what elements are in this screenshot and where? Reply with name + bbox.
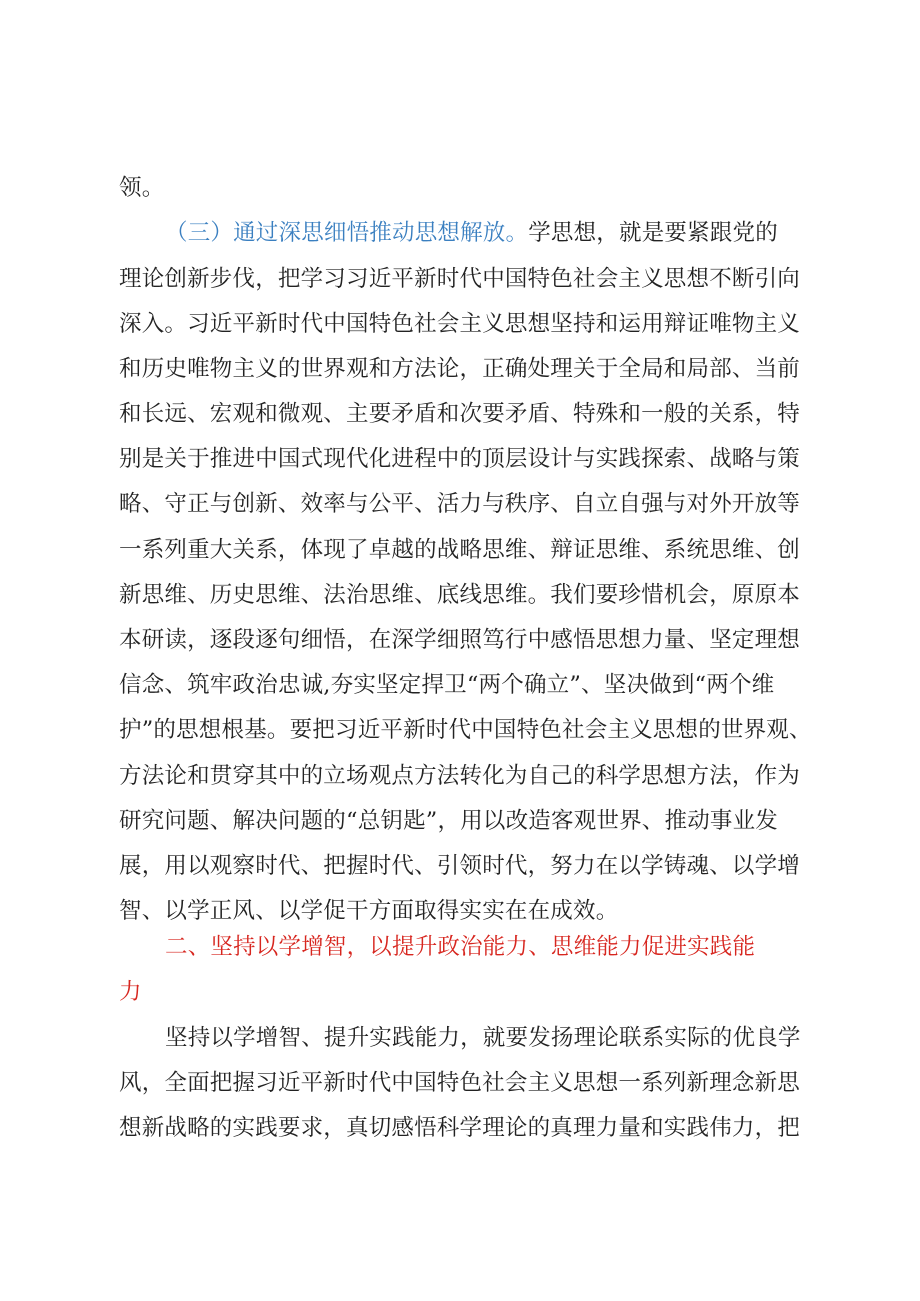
paragraph-start xyxy=(165,213,865,253)
text-span: 风，全面把握习近平新时代中国特色社会主义思想一系列新理念新思 xyxy=(119,1070,801,1096)
text-line xyxy=(119,756,819,796)
text-span: 研究问题、解决问题的“总钥匙”，用以改造客观世界、推动事业发 xyxy=(119,808,779,834)
text-line xyxy=(119,891,819,931)
text-span: 智、以学正风、以学促干方面取得实实在在成效。 xyxy=(119,898,619,924)
text-line xyxy=(119,846,819,886)
text-span: 和历史唯物主义的世界观和方法论，正确处理关于全局和局部、当前 xyxy=(119,356,801,382)
text-span: 学思想，就是要紧跟党的 xyxy=(528,220,778,246)
text-line xyxy=(119,349,819,389)
text-line xyxy=(119,1108,819,1148)
text-line xyxy=(119,665,819,705)
text-line xyxy=(119,439,819,479)
text-span: 新思维、历史思维、法治思维、底线思维。我们要珍惜机会，原原本 xyxy=(119,582,801,608)
text-line xyxy=(119,259,819,299)
text-span: 一系列重大关系，体现了卓越的战略思维、辩证思维、系统思维、创 xyxy=(119,537,801,563)
text-span: 坚持以学增智、提升实践能力，就要发扬理论联系实际的优良学 xyxy=(165,1025,801,1051)
heading-text: 力 xyxy=(119,979,142,1005)
text-line xyxy=(119,394,819,434)
text-span: 别是关于推进中国式现代化进程中的顶层设计与实践探索、战略与策 xyxy=(119,446,801,472)
text-span: 想新战略的实践要求，真切感悟科学理论的真理力量和实践伟力，把 xyxy=(119,1115,801,1141)
heading-text: 二、坚持以学增智，以提升政治能力、思维能力促进实践能 xyxy=(165,934,756,960)
text-line xyxy=(119,620,819,660)
text-span: 理论创新步伐，把学习习近平新时代中国特色社会主义思想不断引向 xyxy=(119,266,801,292)
text-span: 方法论和贯穿其中的立场观点方法转化为自己的科学思想方法，作为 xyxy=(119,763,801,789)
text-span: 深入。习近平新时代中国特色社会主义思想坚持和运用辩证唯物主义 xyxy=(119,311,801,337)
subheading: （三）通过深思细悟推动思想解放。 xyxy=(165,220,529,246)
text-line xyxy=(119,304,819,344)
text-span: 领。 xyxy=(119,175,165,201)
text-line xyxy=(119,168,819,208)
paragraph-start xyxy=(165,1018,865,1058)
text-line xyxy=(119,710,819,750)
text-span: 护”的思想根基。要把习近平新时代中国特色社会主义思想的世界观、 xyxy=(119,717,812,743)
text-line xyxy=(119,801,819,841)
text-span: 信念、筑牢政治忠诚,夯实坚定捍卫“两个确立”、坚决做到“两个维 xyxy=(119,672,775,698)
section-heading-continued xyxy=(119,972,819,1012)
text-line xyxy=(119,1063,819,1103)
text-span: 展，用以观察时代、把握时代、引领时代，努力在以学铸魂、以学增 xyxy=(119,853,801,879)
text-line xyxy=(119,530,819,570)
text-span: 和长远、宏观和微观、主要矛盾和次要矛盾、特殊和一般的关系，特 xyxy=(119,401,801,427)
text-line xyxy=(119,484,819,524)
text-line xyxy=(119,575,819,615)
text-span: 本研读，逐段逐句细悟，在深学细照笃行中感悟思想力量、坚定理想 xyxy=(119,627,801,653)
section-heading xyxy=(165,927,865,967)
text-span: 略、守正与创新、效率与公平、活力与秩序、自立自强与对外开放等 xyxy=(119,491,801,517)
